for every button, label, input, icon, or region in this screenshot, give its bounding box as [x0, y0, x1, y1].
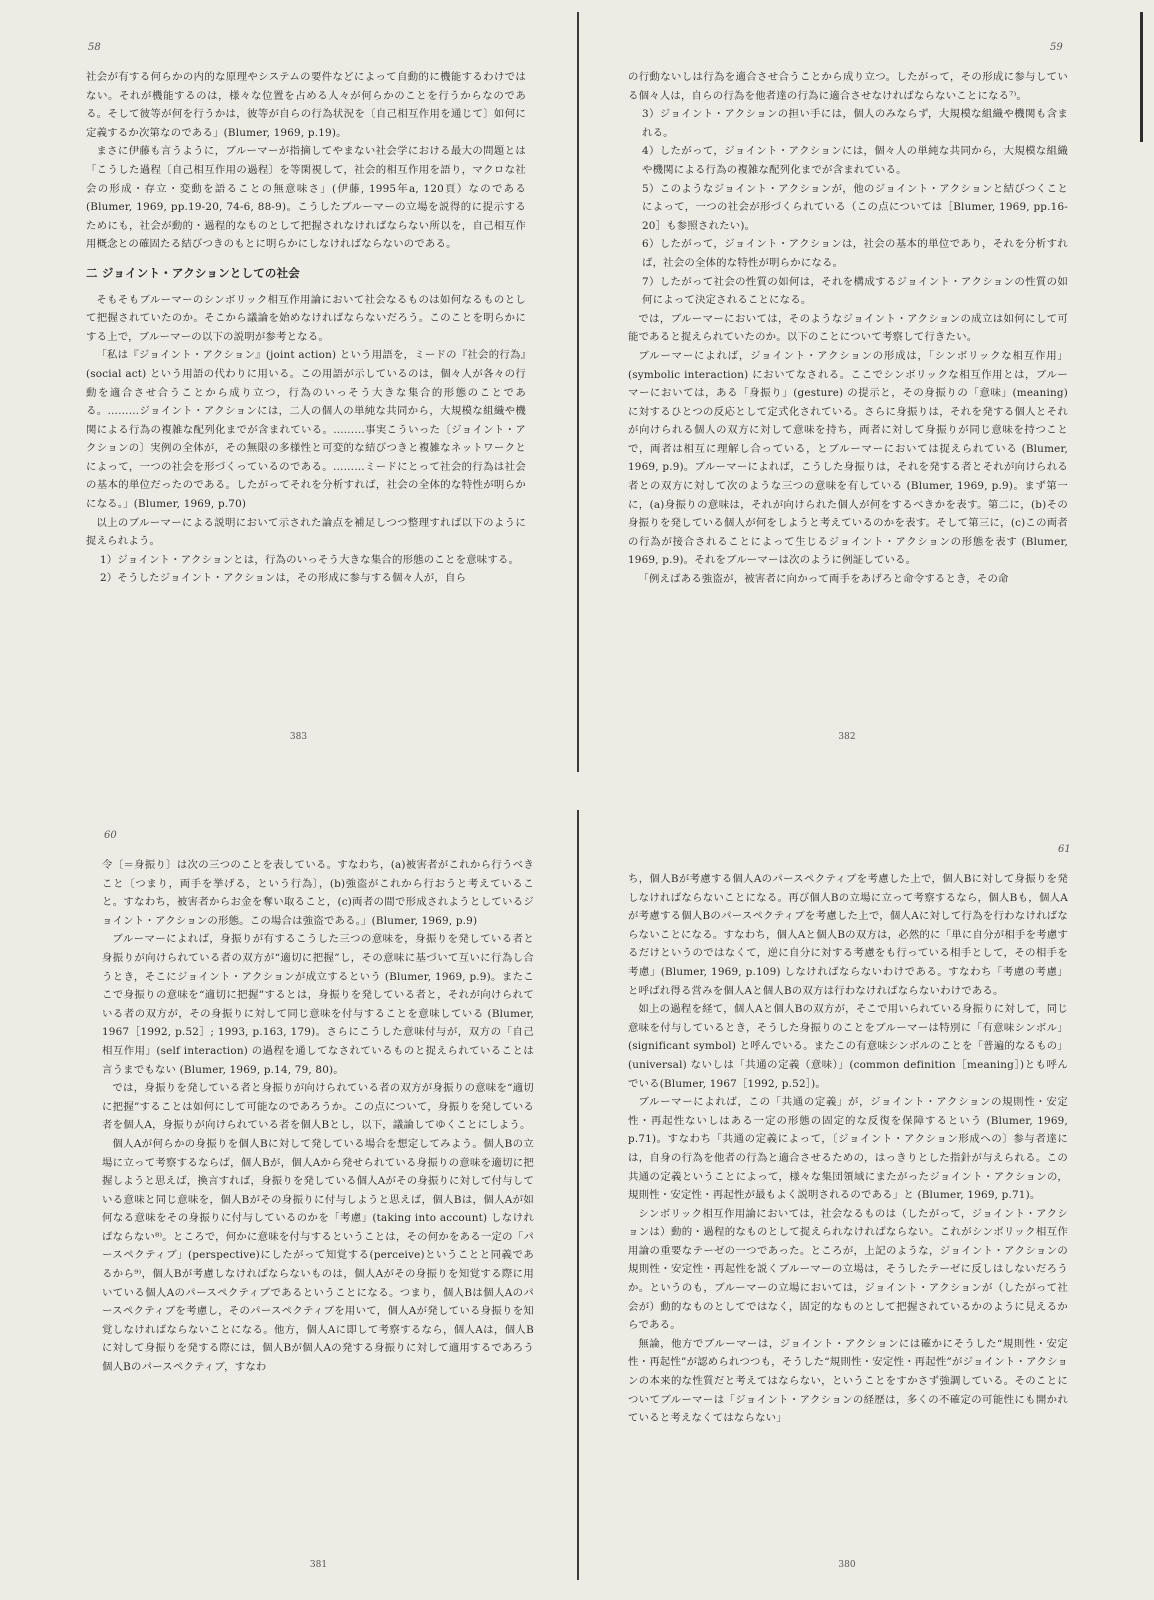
paragraph: では，ブルーマーにおいては，そのようなジョイント・アクションの成立は如何にして可能であると捉えられていたのか。以下のことについて考察して行きたい。 [628, 312, 1068, 344]
paragraph: ブルーマーによれば，ジョイント・アクションの形成は，「シンボリックな相互作用」(symbolic interaction) においてなされる。ここでシンボリックな相互作用とは，ブルーマーにおいては，ある「身振り」(gesture) の提示と，その身振りの「意味」(meaning) に対するひとつの反応として定式化されている。さらに身振りは，それを発する個人とそれが向けられる個人の双方に対して意味を持ち，両者に対して身振りが同じ意味を持つことで，両者は相互に理解し合っている，とブルーマーにおいては捉えられている (Blumer, 1969, p.9)。ブルーマーによれば，こうした身振りは，それを発する者とそれが向けられる者との双方に対して次のような三つの意味を有している (Blumer, 1969, p.9)。まず第一に，(a)身振りの意味は，それが向けられた個人が何をするべきかを表す。第二に，(b)その身振りを発している個人が何をしようと考えているのかを表す。そして第三に，(c)この両者の行為が接合されることによって生じるジョイント・アクションの形態を表す (Blumer, 1969, p.9)。それをブルーマーは次のように例証している。 [628, 349, 1068, 567]
paragraph: シンボリック相互作用論においては，社会なるものは（したがって，ジョイント・アクションは）動的・過程的なものとして捉えられなければならない。これがシンボリック相互作用論の重要なテーゼの一つであった。ところが，上記のような，ジョイント・アクションの規則性・安定性・再起性を説くブルーマーの立場は，そうしたテーゼに反しはしないだろうか。というのも，ブルーマーの立場においては，ジョイント・アクションが（したがって社会が）動的なものとしてではなく，固定的なものとして把握されているかのように見えるからである。 [628, 1207, 1068, 1332]
quotation: 「私は『ジョイント・アクション』(joint action) という用語を，ミードの『社会的行為』(social act) という用語の代わりに用いる。この用語が示しているのは，個々人が各々の行動を適合させ合うことから成り立つ，行為のいっそう大きな集合的形態のことである。………ジョイント・アクションには，二人の個人の単純な共同から，大規模な組織や機関による行為の複雑な配列化までが含まれている。………事実こういった〔ジョイント・アクションの〕実例の全体が，その無限の多様性と可変的な結びつきと複雑なネットワークとによって，一つの社会を形づくっているのである。………ミードにとって社会的行為は社会の基本的単位だったのである。したがってそれを分析すれば，社会の全体的な特性が明らかになる。」(Blumer, 1969, p.70) [86, 349, 526, 511]
paragraph: 社会が有する何らかの内的な原理やシステムの要件などによって自動的に機能するわけではない。それが機能するのは，様々な位置を占める人々が何らかのことを行うからなのである。そして彼等が何を行うかは，彼等が自らの行為状況を〔自己相互作用を通じて〕如何に定義するか次第なのである」(Blumer, 1969, p.19)。 [86, 71, 526, 139]
paragraph: 無論，他方でブルーマーは，ジョイント・アクションには確かにそうした“規則性・安定性・再起性”が認められつつも，そうした“規則性・安定性・再起性”がジョイント・アクションの本来的な性質だと考えてはならない，ということをすかさず強調している。そのことについてブルーマーは「ジョイント・アクションの経歴は，多くの不確定の可能性にも開かれていると考えなくてはならない」 [628, 1337, 1068, 1425]
folio: 383 [289, 732, 308, 742]
page-body [628, 68, 1068, 589]
list-item: 6）したがって，ジョイント・アクションは，社会の基本的単位であり，それを分析すれば，社会の全体的な特性が明らかになる。 [642, 238, 1068, 269]
list-item: 5）このようなジョイント・アクションが，他のジョイント・アクションと結びつくことによって，一つの社会が形づくられている（この点については［Blumer, 1969, pp.16-20］も参照されたい)。 [642, 182, 1068, 232]
page-number: 61 [1058, 844, 1071, 855]
folio: 381 [309, 1560, 328, 1570]
page-body [628, 870, 1068, 1428]
paragraph: ち，個人Bが考慮する個人Aのパースペクティブを考慮した上で，個人Bに対して身振りを発しなければならないことになる。再び個人Bの立場に立って考察するなら，個人Bも，個人Aが考慮する個人Bのパースペクティブを考慮した上で，個人Aに対して行為を行わなければならないことになる。すなわち，個人Aと個人Bの双方は，必然的に「単に自分が相手を考慮するだけというのではなくて，逆に自分に対する考慮をも行っている相手として，その相手を考慮」(Blumer, 1969, p.109) しなければならないわけである。すなわち「考慮の考慮」と呼ばれ得る営みを個人Aと個人Bの双方は行わなければならないわけである。 [628, 873, 1068, 997]
list-item: 3）ジョイント・アクションの担い手には，個人のみならず，大規模な組織や機関も含まれる。 [642, 108, 1068, 139]
page-61 [580, 800, 1154, 1600]
folio: 382 [838, 732, 856, 742]
list-item: 7）したがって社会の性質の如何は，それを構成するジョイント・アクションの性質の如何によって決定されることになる。 [642, 275, 1068, 307]
paragraph: 以上のブルーマーによる説明において示された論点を補足しつつ整理すれば以下のように捉えられよう。 [86, 516, 526, 548]
numbered-list [628, 105, 1068, 310]
page-body [86, 68, 526, 588]
page-body [102, 856, 534, 1377]
page-60 [0, 800, 577, 1600]
folio: 380 [838, 1560, 856, 1570]
gutter-line [577, 810, 579, 1580]
paragraph: では，身振りを発している者と身振りが向けられている者の双方が身振りの意味を“適切に把握”することは如何にして可能なのであろうか。この点について，身振りを発している者を個人A，身振りが向けられている者を個人Bとし，以下，議論してゆくことにしよう。 [102, 1082, 534, 1132]
gutter-line [577, 12, 579, 772]
page-58 [0, 0, 577, 800]
paragraph: 個人Aが何らかの身振りを個人Bに対して発している場合を想定してみよう。個人Bの立場に立って考察するならば，個人Bが，個人Aから発せられている身振りの意味を適切に把握しようと思えば，換言すれば，身振りを発している個人Aがその身振りに対して付与している意味と同じ意味を，個人Bがその身振りに付与しようと思えば，個人Bは，個人Aが如何なる意味をその身振りに付与しているのかを「考慮」(taking into account) しなければならない⁸⁾。ところで，何かに意味を付与するということは，その何かをある一定の「パースペクティブ」(perspective)にしたがって知覚する(perceive)ということと同義であるから⁹⁾，個人Bが考慮しなければならないものは，個人Aがその身振りを知覚する際に用いている個人Aのパースペクティブであるということになる。つまり，個人Bは個人Aのパースペクティブを考慮し，そのパースペクティブを用いて，個人Aが発している身振りを知覚しなければならないことになる。他方，個人Aに即して考察するなら，個人Aは，個人Bに対して身振りを発する際には，個人Bが個人Aの発する身振りに対して適用するであろう個人Bのパースペクティブ，すなわ [102, 1137, 534, 1374]
paragraph: そもそもブルーマーのシンボリック相互作用論において社会なるものは如何なるものとして把握されていたのか。そこから議論を始めなければならないだろう。このことを明らかにする上で，ブルーマーの以下の説明が参考となる。 [86, 293, 526, 343]
paragraph: 令〔＝身振り〕は次の三つのことを表している。すなわち，(a)被害者がこれから行うべきこと〔つまり，両手を挙げる，という行為〕，(b)強盗がこれから行おうと考えていること。すなわち，被害者からお金を奪い取ること，(c)両者の間で形成されようとしているジョイント・アクションの形態。この場合は強盗である。」(Blumer, 1969, p.9) [102, 859, 534, 927]
page-number: 60 [104, 830, 117, 841]
numbered-list [86, 551, 526, 588]
paragraph: の行動ないしは行為を適合させ合うことから成り立つ。したがって，その形成に参与している個々人は，自らの行為を他者達の行為に適合させなければならないことになる⁷⁾。 [628, 71, 1068, 102]
section-heading: 二 ジョイント・アクションとしての社会 [86, 265, 300, 280]
quotation: 「例えばある強盗が，被害者に向かって両手をあげろと命令するとき，その命 [638, 573, 1009, 586]
page-59 [580, 0, 1154, 800]
paragraph: ブルーマーによれば，この「共通の定義」が，ジョイント・アクションの規則性・安定性・再起性ないしはある一定の形態の固定的な反復を保障するという (Blumer, 1969, p.71)。すなわち「共通の定義によって，〔ジョイント・アクション形成への〕参与者達には，自身の行為を他者の行為と適合させるための，はっきりとした指針が与えられる。この共通の定義ということによって，様々な集団領域にまたがったジョイント・アクションの，規則性・安定性・再起性が最もよく説明されるのである」と (Blumer, 1969, p.71)。 [628, 1096, 1068, 1202]
page-number: 59 [1050, 42, 1063, 53]
list-item: 2）そうしたジョイント・アクションは，その形成に参与する個々人が，自ら [100, 572, 467, 585]
list-item: 4）したがって，ジョイント・アクションには，個々人の単純な共同から，大規模な組織や機関による行為の複雑な配列化までが含まれている。 [642, 145, 1068, 176]
paragraph: まさに伊藤も言うように，ブルーマーが指摘してやまない社会学における最大の問題とは「こうした過程〔自己相互作用の過程〕を等閑視して，社会的相互作用を語り，マクロな社会の形成・存立・変動を語ることの無意味さ」(伊藤, 1995年a, 120頁）なのである (Blumer, 1969, pp.19-20, 74-6, 88-9)。こうしたブルーマーの立場を説得的に提示するためにも，社会が動的・過程的なものとして把握されなければならない所以を，自己相互作用概念との確固たる結びつきのもとに明らかにしなければならないのである。 [86, 145, 526, 251]
page-edge [1140, 12, 1143, 142]
page-number: 58 [88, 42, 101, 53]
list-item: 1）ジョイント・アクションとは，行為のいっそう大きな集合的形態のことを意味する。 [100, 553, 520, 566]
paragraph: 如上の過程を経て，個人Aと個人Bの双方が，そこで用いられている身振りに対して，同じ意味を付与しているとき，そうした身振りのことをブルーマーは特別に「有意味シンボル」(significant symbol) と呼んでいる。またこの有意味シンボルのことを「普遍的なるもの」(universal) ないしは「共通の定義（意味）」(common definition［meaning］)とも呼んでいる(Blumer, 1967［1992, p.52］)。 [628, 1003, 1068, 1090]
paragraph: ブルーマーによれば，身振りが有するこうした三つの意味を，身振りを発している者と身振りが向けられている者の双方が“適切に把握”し，その意味に基づいて互いに行為し合うとき，そこにジョイント・アクションが成立するという (Blumer, 1969, p.9)。またここで身振りの意味を“適切に把握”するとは，身振りを発している者と，それが向けられている者の双方が，その身振りに対して同じ意味を付与することを意味している (Blumer, 1967［1992, p.52］; 1993, p.163, 179)。さらにこうした意味付与が，双方の「自己相互作用」(self interaction) の過程を通してなされているものと捉えられていることは言うまでもない (Blumer, 1969, p.14, 79, 80)。 [102, 933, 534, 1076]
